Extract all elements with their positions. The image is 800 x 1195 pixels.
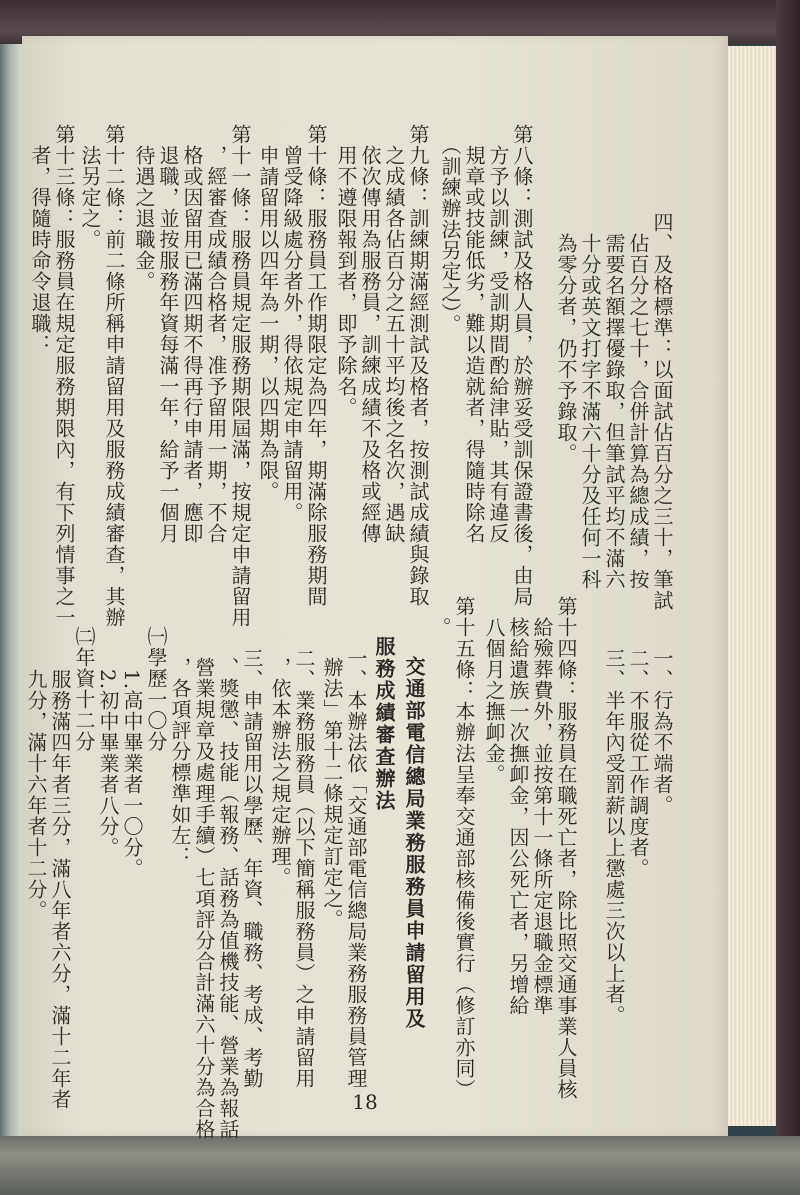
text-column: 退職，並按服務年資每滿一年，給予一個月 <box>156 124 180 544</box>
text-column: 營業規章及處理手續）七項評分合計滿六十分為合格 <box>192 636 216 1140</box>
text-column: 曾受降級處分者外，得依規定申請留用。 <box>280 124 304 523</box>
text-column: 規章或技能低劣，難以造就者，得隨時除名 <box>462 124 486 544</box>
article-14: 第十四條：服務員在職死亡者，除比照交通事業人員核 <box>554 596 578 1100</box>
article-9: 第九條：訓練期滿經測試及格者，按測試成績與錄取 <box>406 124 430 607</box>
text-column: 方予以訓練，受訓期間酌給津貼，其有違反 <box>486 124 510 544</box>
text-column: （訓練辦法另定之）。 <box>438 124 462 335</box>
text-column: 為零分者，仍不予錄取。 <box>554 212 578 464</box>
document-page <box>22 36 728 1140</box>
text-column: 、獎懲、技能（報務、話務為值機技能、營業為報話 <box>216 636 240 1140</box>
text-column: ，各項評分標準如左： <box>168 636 192 867</box>
text-column: 依次傳用為服務員，訓練成績不及格或經傳 <box>358 124 382 544</box>
text-column: 服務滿四年者三分，滿八年者六分，滿十二年者 <box>48 648 72 1110</box>
text-column: 法另定之。 <box>78 124 102 250</box>
text-column: 佔百分之七十，合併計算為總成績，按 <box>626 212 650 590</box>
text-column: 待遇之退職金。 <box>132 124 156 292</box>
text-column: 需要名額擇優錄取，但筆試平均不滿六 <box>602 212 626 590</box>
text-column: 三、半年內受罰薪以上懲處三次以上者。 <box>602 648 626 1026</box>
article-12: 第十二條：前二條所稱申請留用及服務成績審查，其辦 <box>102 124 126 628</box>
text-column: 三、申請留用以學歷、年資、職務、考成、考勤 <box>240 648 264 1089</box>
text-column: 二、業務服務員（以下簡稱服務員）之申請留用 <box>292 648 316 1089</box>
text-column: 者，得隨時命令退職： <box>28 124 52 355</box>
text-column: 用不遵限報到者，即予除名。 <box>334 124 358 418</box>
text-column: 二、不服從工作調度者。 <box>626 648 650 879</box>
text-column: 一、本辦法依「交通部電信總局業務服務員管理 <box>344 648 368 1089</box>
text-column: 九分，滿十六年者十二分。 <box>24 648 48 921</box>
text-column: ㈡年資十二分 <box>72 626 96 752</box>
text-column: 八個月之撫卹金。 <box>482 596 506 785</box>
text-column: 申請留用以四年為一期，以四期為限。 <box>256 124 280 502</box>
book-cover-bottom <box>0 1136 800 1195</box>
page-edges-stack <box>728 46 776 1126</box>
text-column: 辦法」第十二條規定訂定之。 <box>320 636 344 930</box>
text-column: 格或因留用已滿四期不得再行申請者，應即 <box>180 124 204 544</box>
book-binding-edge <box>0 0 22 1195</box>
text-column: 給殮葬費外，並按第十一條所定退職金標準 <box>530 596 554 1016</box>
text-column: ，經審查成績合格者，准予留用一期，不合 <box>204 124 228 544</box>
text-column: ㈠學歷一〇分 <box>144 626 168 752</box>
article-11: 第十一條：服務員規定服務期限屆滿，按規定申請留用 <box>228 124 252 628</box>
text-column: 四、及格標準：以面試佔百分之三十，筆試 <box>650 212 674 611</box>
text-column: 十分或英文打字不滿六十分及任何一科 <box>578 212 602 590</box>
page-number: 18 <box>352 1090 378 1114</box>
section-title: 服務成績審查辦法 <box>372 636 396 812</box>
article-10: 第十條：服務員工作期限定為四年，期滿除服務期間 <box>304 124 328 607</box>
text-column: 。 <box>428 596 452 638</box>
section-title: 交通部電信總局業務服務員申請留用及 <box>402 656 426 1030</box>
text-column: ，依本辦法之規定辦理。 <box>268 636 292 888</box>
text-column: 1.高中畢業者一〇分。 <box>120 648 144 880</box>
text-column: 之成績各佔百分之五十平均後之名次，遇缺 <box>382 124 406 544</box>
book-cover-right <box>776 0 800 1195</box>
text-column: 核給遺族一次撫卹金，因公死亡者，另增給 <box>506 596 530 1016</box>
article-15: 第十五條：本辦法呈奉交通部核備後實行（修訂亦同） <box>452 596 476 1100</box>
article-8: 第八條：測試及格人員，於辦妥受訓保證書後，由局 <box>510 124 534 607</box>
text-column: 一、行為不端者。 <box>650 648 674 816</box>
article-13: 第十三條：服務員在規定服務期限內，有下列情事之一 <box>52 124 76 628</box>
text-column: 2.初中畢業者八分。 <box>96 648 120 859</box>
